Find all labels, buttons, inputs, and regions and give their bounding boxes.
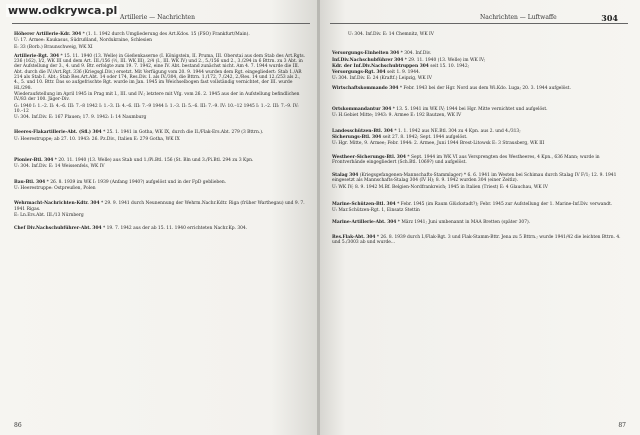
entry <box>332 32 626 37</box>
entry <box>332 135 626 140</box>
entry <box>332 64 626 69</box>
entry-text: * 26. 8. 1939 durch I./Flak-Rgt. 3 und Flak-Stamm-Bttr. Jena zu 5 Bttrn.; wurde 1941/42 die leichten Bttrn. 4. und 5./3003 ab und wurde... <box>332 234 621 246</box>
entry <box>14 213 306 218</box>
entry-title: Höherer Artillerie-Kdr. 304 <box>14 32 82 37</box>
entry-title: Sicherungs-Btl. 304 <box>332 134 382 140</box>
entry <box>14 130 306 135</box>
entry-text: * (1. 1. 1942 durch Umgliederung des Art.Kdos. 15 (FSO) Frankfurt/Main). <box>82 32 250 37</box>
left-column <box>14 32 306 235</box>
entry-text: * 1. 1. 1942 aus NE.Btl. 304 zu 4 Kpn. aus 2. und 4./313; <box>394 128 521 134</box>
entry <box>332 141 626 146</box>
entry <box>14 201 306 212</box>
entry-text: * 304. Inf.Div. <box>400 51 432 57</box>
entry <box>14 180 306 185</box>
right-page-number: 87 <box>618 422 626 429</box>
entry-text: U: H.Gebiet Mitte; 1943: 9. Armee E: 192 Bautzen, WK IV <box>332 113 462 119</box>
entry-text: U: Hgr. Mitte, 9. Armee; Febr. 1944: 2. Armee, Juni 1944 Brest-Litowsk E: 3 Strausberg, WK III <box>332 141 545 147</box>
entry-text: * 25. 1. 1941 in Gotha, WK IX, durch die II./Flak-Ers.Abt. 279 (3 Bttrn.). <box>103 130 264 136</box>
entry-title: Artillerie-Rgt. 304 <box>14 53 60 59</box>
entry-title: Wehrmacht-Nachrichten-Kdtr. 304 <box>14 201 100 207</box>
right-running-head: Nachrichten — Luftwaffe <box>480 14 557 21</box>
entry <box>332 220 626 225</box>
entry <box>332 58 626 63</box>
entry-title: Westheer-Sicherungs-Btl. 304 <box>332 154 406 160</box>
entry-text: Wiederaufstellung im April 1945 in Prag mit I., III. und IV.; letztere mit Vfg. vom 26. 2. 1945 aus der in Aufstellung befindlichen IV./83 der 100. Jäger-Div. <box>14 91 300 103</box>
entry <box>332 76 626 81</box>
right-head-rule <box>330 23 628 24</box>
entry-title: Pionier-Btl. 304 <box>14 158 54 164</box>
entry-title: Ortskommandantur 304 <box>332 107 392 113</box>
entry-text: U: Heerestruppe; ab 27. 10. 1943: 26. Pz.Div., Italien E: 279 Gotha, WK IX <box>14 136 180 142</box>
entry <box>14 158 306 163</box>
entry <box>332 51 626 56</box>
entry-title: Stalag 304 <box>332 173 359 179</box>
entry-title: Chef Div.Nachschubführer-Abt. 304 <box>14 226 102 232</box>
left-page-number: 86 <box>14 422 22 429</box>
entry-text: (Kriegsgefangenen-Mannschafts-Stammlager) * 6. 6. 1941 im Westen bei Schimau durch Stalag IV F/1; 12. 9. 1941 eingesetzt als Mannschafts-Stalag 304 (IV H); 8. 9. 1942 wurden 304 (einer Zeitlz). <box>332 173 617 184</box>
entry-text: * 15. 11. 1940 (13. Welle) in Gießenkaserne (I. Königstein, II. Pruma, III. Oberstai aus dem Stab des Art.Rgts. 236 (162), I/2, WK III und dem Art. III./156 (½, III. WK III), 2/4 (I., III. WK IV) und 2., 5./156 und 2., 3./294 in 6 Bttrn. zu 3 Abt. in der Aufstellung der 3., 4. und 9. Btr. erfolgte zum 19. 7. 1942, eine IV. Abt. bestand zunächst nicht. Am 4. 7. 1944 wurde die III. Abt. durch die IV./Art.Rgt. 336 (Kriegsgl.Div.) ersetzt. Mit Verfügung vom 20. 9. 1944 wurden dem Rgt. eingegliedert: Stab 1./AR 214 als Stab I. Abt.; Stab Res.Art.Abt. 14 oder 174, Res.Div. I. als IV./304, die Bttrn. 1./172, 7./242, 2./Res. 14 und 12./253 als 2., 4., 5. und 10. Bttr. Das so aufgefrischte Rgt. wurde im Jan. 1945 im Weichselbogen fast vollständig vernichtet, der III. wurde Hl./298. <box>14 53 306 91</box>
entry-text: * 29. 9. 1941 durch Neunennung der Wehrm.Nachr.Kdtr. Riga (früher Warthegau) und 9. 7. 1941 Rigas. <box>14 201 305 212</box>
entry-text: U: 304. Inf.Div. E: 14 Chemnitz, WK IV <box>348 32 434 37</box>
right-column <box>332 32 626 250</box>
entry-title: Landesschützen-Btl. 304 <box>332 128 393 134</box>
entry-title: Marine-Artillerie-Abt. 304 <box>332 219 397 225</box>
entry <box>14 45 306 50</box>
entry-text: U: 304. Inf.Div. E: 24 (Kraftf.) Leipzig, WK IV <box>332 76 432 82</box>
entry <box>14 38 306 43</box>
entry-title: Inf.Div.Nachschubführer 304 <box>332 57 404 63</box>
entry <box>332 107 626 112</box>
entry-text: * 26. 8. 1939 im WK I: 1939 (Anfang 1940?) aufgelöst und in der FpD geblieben. <box>46 179 227 185</box>
entry <box>332 70 626 75</box>
entry-text: * 20. 11. 1940 (13. Welle) aus Stab und 1./Pi.Btl. 156 (St. Bln und 3./Pi.Btl. 294 zu 3 Kpn. <box>54 158 254 164</box>
entry-text: * 19. 7. 1942 aus der ab 15. 11. 1940 errichteten Nachr.Kp. 304. <box>102 226 248 232</box>
entry-title: Marine-Schützen-Btl. 304 <box>332 202 396 208</box>
left-running-head: Artillerie — Nachrichten <box>120 14 195 21</box>
entry <box>332 129 626 134</box>
entry <box>14 92 306 103</box>
entry <box>14 226 306 231</box>
entry-title: Bau-Btl. 304 <box>14 179 46 185</box>
entry-text: * Febr. 1945 (im Raum Glückstadt?); Febr. 1945 zur Aufstellung der 1. Marine-Inf.Div. verwandt. <box>397 202 613 208</box>
left-page <box>0 0 319 435</box>
entry-text: * Febr. 1943 bei der Hgr. Nord aus dem Wi.Kdo. Luga; 20. 3. 1944 aufgelöst. <box>399 85 571 91</box>
entry-title: Res.Flak-Abt. 304 <box>332 234 376 240</box>
entry-title: Kdr. der Inf.Div.Nachschubtruppen 304 <box>332 63 429 69</box>
entry-text: seit 15. 10. 1942; <box>430 63 470 69</box>
entry <box>332 86 626 91</box>
entry-title: Versorgungs-Rgt. 304 <box>332 70 386 76</box>
entry-text: U: WK IV; 8. 9. 1942 M.Bf. Belgien-Nordfrankreich; 1945 in Italien (Triest) E: 4 Glauchau, WK IV <box>332 184 548 190</box>
entry <box>332 113 626 118</box>
entry <box>14 186 306 191</box>
entry-text: U: 304. Inf.Div. E: 14 Weissenfels, WK IV <box>14 164 105 170</box>
entry-text: seit 1. 9. 1944. <box>387 70 421 76</box>
entry <box>14 54 306 91</box>
entry <box>332 155 626 166</box>
entry-text: U: 17. Armee: Kaukasus, Südrußland, Nordukraine, Schlesien <box>14 38 152 44</box>
left-head-rule <box>12 23 310 24</box>
entry-text: * 29. 11. 1940 (13. Welle) im WK IV; <box>404 57 486 63</box>
entry-text: E: 33 (Borb.) Braunschweig, WK XI <box>14 44 93 50</box>
entry <box>332 202 626 207</box>
entry-text: U: Mar.Schützen-Rgt. 1, Einsatz Stettin <box>332 208 420 214</box>
entry-text: seit 27. 8. 1942; Sept. 1944 aufgelöst. <box>382 134 468 140</box>
entry <box>14 137 306 142</box>
entry-text: E: Ln.Ers.Abt. III./13 Nürnberg <box>14 212 84 218</box>
entry-title: Wirtschaftskommando 304 <box>332 85 399 91</box>
entry <box>332 173 626 184</box>
entry <box>332 185 626 190</box>
entry <box>14 115 306 120</box>
entry <box>332 208 626 213</box>
entry-text: * März 1941; Juni umbenannt in MAA Bretten (später 307). <box>397 219 531 225</box>
entry-text: * Sept. 1944 im WK VI aus Versprengten des Westheeres, 4 Kpn., 636 Mann; wurde in Frontverbände eingegliedert (Sch.Btl. 1069?) und aufgelöst. <box>332 154 600 165</box>
entry <box>14 164 306 169</box>
entry-text: U: Heerestruppe: Ostpreußen, Polen <box>14 185 96 191</box>
entry <box>332 235 626 246</box>
right-page <box>320 0 640 435</box>
entry-text: G: 1940 I: 1.–2. II: 4.–6. III: 7.–8 1942 I: 1.–3. II: 4.–6. III: 7.–9 1944 I: 1.–3. II: 5.–6. III: 7.–9. IV: 10.–12 1945 I: 1.–2. III: 7.–9. IV: 10.–12 <box>14 103 299 114</box>
entry-title: Versorgungs-Einheiten 304 <box>332 51 400 57</box>
site-watermark: www.odkrywca.pl <box>8 4 118 17</box>
entry <box>14 32 306 37</box>
right-head-number: 304 <box>601 13 618 23</box>
entry-title: Heeres-Flakartillerie-Abt. (Sfl.) 304 <box>14 130 102 136</box>
entry <box>14 104 306 115</box>
entry-text: * 13. 5. 1941 im WK IV; 1944 bei Hgr. Mitte vernichtet und aufgelöst. <box>392 107 548 113</box>
entry-text: U: 304. Inf.Div. E: 167 Plauen; 17. 9. 1942: I: 14 Naumburg <box>14 115 147 121</box>
